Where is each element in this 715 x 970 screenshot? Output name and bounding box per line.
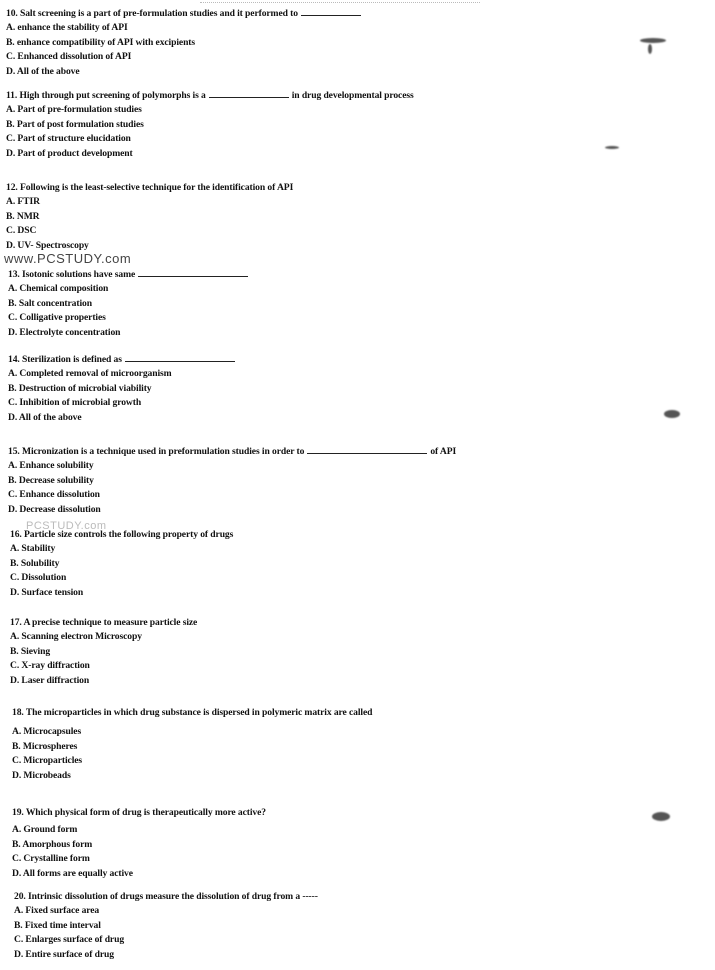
option-a: A. Enhance solubility	[8, 460, 94, 472]
option-d: D. All of the above	[8, 411, 82, 423]
answer-blank	[307, 452, 427, 454]
question-stem	[12, 706, 372, 720]
option-d: D. Surface tension	[10, 586, 84, 598]
question-stem	[10, 616, 197, 630]
option-d: D. UV- Spectroscopy	[6, 239, 89, 251]
watermark-faint: PCSTUDY.com	[26, 520, 107, 532]
question-stem	[8, 268, 251, 282]
option-d: D. Decrease dissolution	[8, 503, 101, 515]
question-15	[8, 445, 456, 517]
option-c: C. Enhance dissolution	[8, 489, 100, 501]
question-suffix: of API	[430, 446, 457, 457]
option-d: D. Electrolyte concentration	[8, 326, 121, 338]
answer-blank	[301, 14, 361, 16]
question-11	[6, 89, 414, 161]
question-text: 19. Which physical form of drug is therapeutically more active?	[12, 807, 266, 818]
question-text: 17. A precise technique to measure particle size	[10, 617, 198, 628]
option-d: D. All forms are equally active	[12, 867, 133, 879]
option-b: B. Part of post formulation studies	[6, 118, 144, 130]
option-b: B. Fixed time interval	[14, 919, 101, 931]
question-stem	[6, 89, 414, 103]
option-d: D. Entire surface of drug	[14, 948, 114, 960]
option-b: B. Microspheres	[12, 740, 78, 752]
option-c: C. Part of structure elucidation	[6, 133, 131, 145]
option-b: B. Destruction of microbial viability	[8, 382, 152, 394]
option-d: D. All of the above	[6, 65, 80, 77]
option-b: B. Decrease solubility	[8, 474, 94, 486]
question-stem	[6, 7, 364, 21]
question-stem	[14, 890, 318, 904]
question-stem	[12, 806, 266, 820]
option-a: A. Fixed surface area	[14, 905, 100, 917]
scan-smudge	[640, 38, 666, 43]
question-13	[8, 268, 251, 340]
option-a: A. Chemical composition	[8, 283, 109, 295]
scan-smudge	[664, 410, 680, 418]
option-b: B. Amorphous form	[12, 838, 93, 850]
scan-noise	[200, 2, 480, 4]
question-14	[8, 353, 238, 425]
watermark: www.PCSTUDY.com	[4, 251, 132, 266]
question-10	[6, 7, 364, 79]
scan-smudge	[652, 812, 670, 821]
option-a: A. enhance the stability of API	[6, 22, 128, 34]
option-a: A. Stability	[10, 543, 56, 555]
option-b: B. Salt concentration	[8, 297, 92, 309]
option-b: B. enhance compatibility of API with excipients	[6, 36, 196, 48]
option-d: D. Laser diffraction	[10, 674, 90, 686]
answer-blank	[209, 96, 289, 98]
question-16	[10, 528, 233, 600]
option-a: A. Scanning electron Microscopy	[10, 631, 142, 643]
scan-smudge	[605, 146, 619, 149]
question-20	[14, 890, 318, 962]
option-a: A. Ground form	[12, 824, 78, 836]
question-text: 18. The microparticles in which drug substance is dispersed in polymeric matrix are called	[12, 707, 373, 718]
option-b: B. Solubility	[10, 557, 60, 569]
question-suffix: in drug developmental process	[291, 90, 414, 101]
option-b: B. Sieving	[10, 645, 51, 657]
question-text: 11. High through put screening of polymorphs is a	[6, 90, 206, 101]
option-d: D. Microbeads	[12, 769, 71, 781]
option-d: D. Part of product development	[6, 147, 133, 159]
option-a: A. Microcapsules	[12, 726, 82, 738]
question-19	[12, 806, 266, 881]
scan-smudge	[648, 44, 652, 54]
question-17	[10, 616, 197, 688]
option-c: C. Colligative properties	[8, 312, 106, 324]
option-c: C. Inhibition of microbial growth	[8, 397, 142, 409]
option-c: C. Dissolution	[10, 572, 67, 584]
answer-blank	[125, 360, 235, 362]
question-12	[6, 181, 293, 253]
question-text: 13. Isotonic solutions have same	[8, 269, 136, 280]
question-18	[12, 706, 372, 783]
question-text: 14. Sterilization is defined as	[8, 354, 122, 365]
question-text: 20. Intrinsic dissolution of drugs measure the dissolution of drug from a -----	[14, 891, 318, 902]
question-text: 12. Following is the least-selective technique for the identification of API	[6, 182, 294, 193]
question-text: 10. Salt screening is a part of pre-formulation studies and it performed to	[6, 8, 298, 19]
option-c: C. X-ray diffraction	[10, 660, 90, 672]
option-c: C. Enhanced dissolution of API	[6, 51, 132, 63]
question-text: 16. Particle size controls the following property of drugs	[10, 529, 234, 540]
question-stem	[8, 445, 456, 459]
question-stem	[8, 353, 238, 367]
option-c: C. Enlarges surface of drug	[14, 934, 125, 946]
option-c: C. Microparticles	[12, 755, 83, 767]
answer-blank	[138, 275, 248, 277]
option-c: C. Crystalline form	[12, 853, 90, 865]
option-a: A. FTIR	[6, 196, 40, 208]
option-a: A. Part of pre-formulation studies	[6, 104, 142, 116]
option-a: A. Completed removal of microorganism	[8, 368, 172, 380]
option-b: B. NMR	[6, 210, 40, 222]
question-text: 15. Micronization is a technique used in preformulation studies in order to	[8, 446, 305, 457]
option-c: C. DSC	[6, 225, 37, 237]
question-stem	[6, 181, 293, 195]
